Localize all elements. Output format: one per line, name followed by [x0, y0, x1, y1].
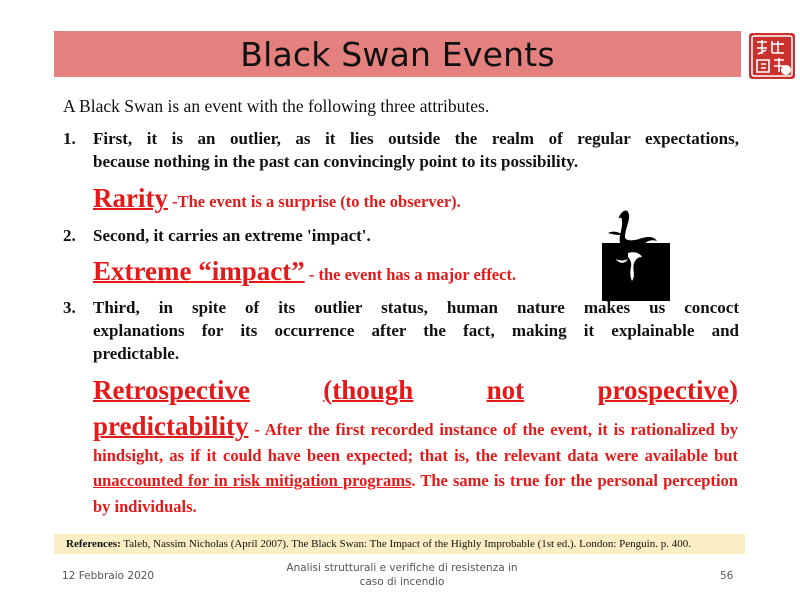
- retro-keyword: predictability: [93, 411, 249, 441]
- item-number: 3.: [63, 298, 76, 317]
- footer-title-line: caso di incendio: [359, 576, 445, 588]
- item-text-line: because nothing in the past can convincingly point to its possibility.: [93, 152, 579, 171]
- item-number: 2.: [63, 226, 76, 245]
- references-text: Taleb, Nassim Nicholas (April 2007). The Black Swan: The Impact of the Highly Improbable (1st ed.). London: Penguin. p. 400.: [120, 538, 691, 550]
- item-number: 1.: [63, 129, 76, 148]
- item-text-line: explanations for its occurrence after the fact, making it explainable and: [93, 321, 739, 340]
- list-item-1: [63, 127, 739, 173]
- retro-description: [93, 411, 738, 519]
- impact-keyword-line: [93, 256, 516, 287]
- rarity-keyword-line: [93, 183, 461, 214]
- footer-title: [270, 561, 534, 589]
- black-swan-image: [598, 203, 672, 303]
- rarity-description: -The event is a surprise (to the observer).: [167, 192, 461, 211]
- impact-keyword: Extreme “impact”: [93, 256, 305, 286]
- intro-text: A Black Swan is an event with the following three attributes.: [63, 96, 490, 116]
- page-number: 56: [720, 570, 734, 582]
- item-text-line: predictable.: [93, 344, 180, 363]
- retro-keyword-line: [93, 375, 738, 406]
- title-bar: [54, 31, 741, 77]
- references-label: References:: [66, 538, 121, 550]
- retro-desc-part: - After the first recorded instance of the event, it is rationalized by hindsight, as if it could have been expected; that is, the relevant data were available but: [93, 420, 738, 465]
- retro-word: prospective): [597, 375, 738, 405]
- item-text-line: Second, it carries an extreme 'impact'.: [93, 226, 371, 245]
- item-text-line: First, it is an outlier, as it lies outside the realm of regular expectations,: [93, 129, 739, 148]
- impact-description: - the event has a major effect.: [304, 265, 517, 284]
- page-title: Black Swan Events: [240, 34, 555, 74]
- list-item-3: [63, 296, 739, 365]
- retro-word: not: [486, 375, 525, 405]
- retro-desc-part: . The same is true for the personal perception by individuals.: [93, 471, 738, 516]
- retro-word: Retrospective: [93, 375, 250, 405]
- rarity-keyword: Rarity: [93, 183, 168, 213]
- logo-seal-icon: [748, 32, 796, 80]
- item-text-line: Third, in spite of its outlier status, human nature makes us concoct: [93, 298, 739, 317]
- footer-date: 12 Febbraio 2020: [62, 570, 155, 582]
- footer-title-line: Analisi strutturali e verifiche di resistenza in: [286, 562, 518, 574]
- references-box: [54, 534, 745, 554]
- retro-underlined-text: unaccounted for in risk mitigation programs: [93, 471, 412, 490]
- retro-word: (though: [323, 375, 414, 405]
